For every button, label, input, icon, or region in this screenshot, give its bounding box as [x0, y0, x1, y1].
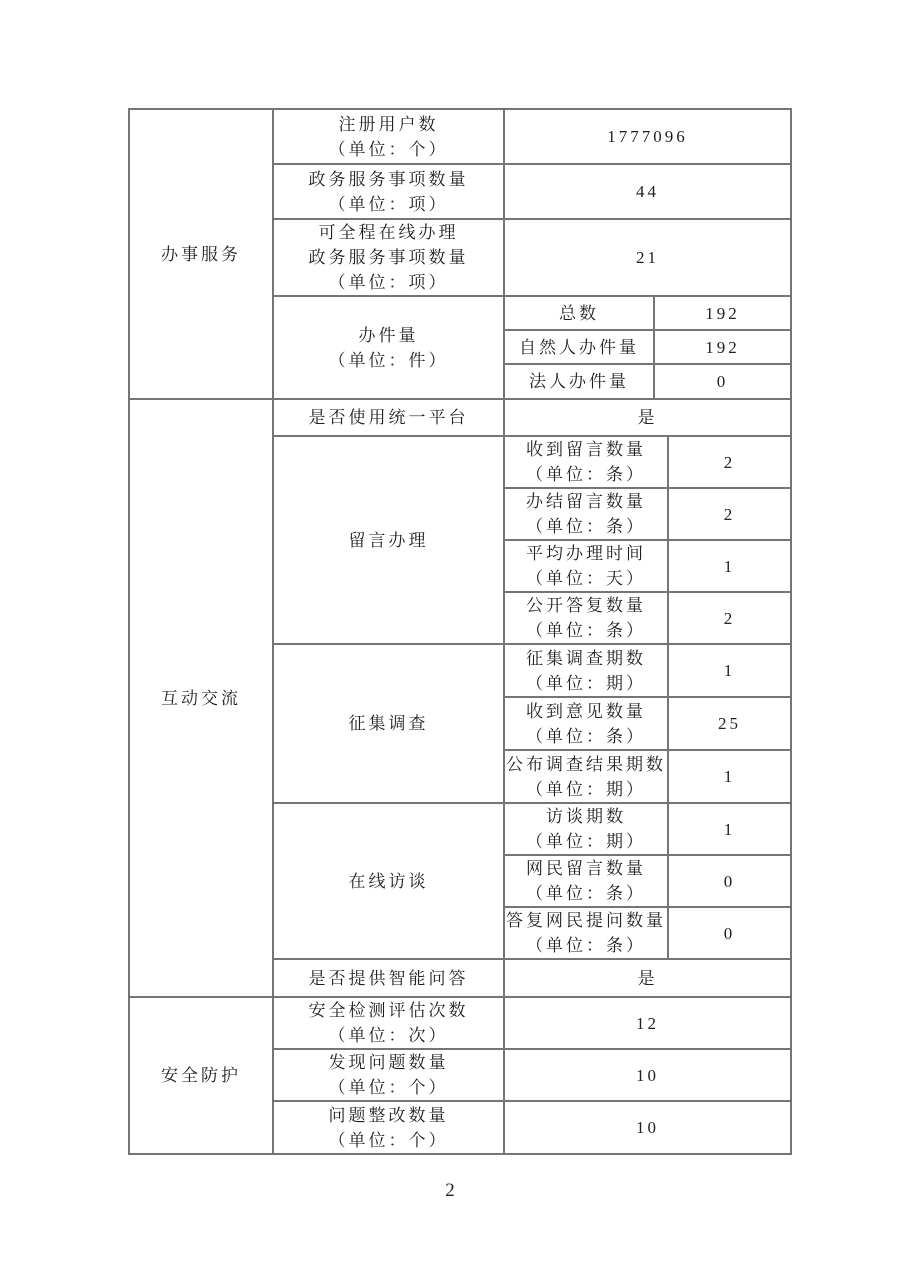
category-cell-security	[129, 997, 273, 1154]
item-cell-unified-platform: 是否使用统一平台	[273, 399, 504, 436]
value-cell: 192	[654, 330, 791, 364]
subitem-unit: （单位：期）	[526, 779, 646, 799]
subitem-cell-questions-answered	[504, 907, 668, 959]
item-label: 发现问题数量	[328, 1053, 449, 1072]
subitem-unit: （单位：条）	[526, 884, 646, 903]
value-cell: 1777096	[504, 109, 791, 164]
item-cell-gov-service-items	[273, 164, 504, 219]
table-row	[129, 399, 791, 436]
page-number: 2	[445, 1180, 455, 1201]
subitem-label: 公布调查结果期数	[506, 754, 666, 774]
item-label-line2: 政务服务事项数量	[308, 248, 469, 267]
subitem-cell-public-replies	[504, 592, 668, 644]
category-label: 安全防护	[161, 1066, 241, 1085]
item-cell-registered-users	[273, 109, 504, 164]
item-unit: （单位：个）	[328, 1078, 449, 1097]
subitem-cell-interview-periods	[504, 803, 668, 855]
subitem-label: 收到意见数量	[526, 701, 646, 721]
subitem-cell-survey-periods	[504, 644, 668, 697]
table-row	[129, 997, 791, 1049]
value-cell: 2	[668, 436, 791, 488]
item-unit: （单位：项）	[328, 273, 449, 292]
item-unit: （单位：件）	[328, 350, 449, 370]
annual-report-table	[128, 108, 792, 1155]
item-label: 注册用户数	[338, 114, 439, 134]
subitem-label: 网民留言数量	[526, 859, 646, 878]
subitem-unit: （单位：期）	[526, 673, 646, 693]
subitem-label: 收到留言数量	[526, 440, 646, 459]
subitem-cell-legal-person: 法人办件量	[504, 364, 654, 399]
value-cell: 是	[504, 959, 791, 997]
item-cell-cases	[273, 296, 504, 399]
item-unit: （单位：次）	[328, 1026, 449, 1045]
value-cell: 1	[668, 644, 791, 697]
value-cell: 是	[504, 399, 791, 436]
subitem-label: 答复网民提问数量	[506, 911, 666, 930]
value-cell: 44	[504, 164, 791, 219]
item-label: 政务服务事项数量	[308, 169, 469, 189]
value-cell: 0	[668, 855, 791, 907]
subitem-cell-messages-completed	[504, 488, 668, 540]
category-cell-interaction	[129, 399, 273, 997]
subitem-cell-total: 总数	[504, 296, 654, 330]
value-cell: 12	[504, 997, 791, 1049]
value-cell: 2	[668, 488, 791, 540]
subitem-unit: （单位：天）	[526, 569, 646, 588]
item-cell-problems-fixed	[273, 1101, 504, 1154]
subitem-cell-messages-received	[504, 436, 668, 488]
subitem-unit: （单位：期）	[526, 832, 646, 851]
category-label: 互动交流	[161, 688, 241, 708]
item-label: 问题整改数量	[328, 1105, 449, 1125]
table-row	[129, 109, 791, 164]
subitem-label: 办结留言数量	[526, 492, 646, 511]
item-cell-interviews: 在线访谈	[273, 803, 504, 959]
subitem-label: 征集调查期数	[526, 648, 646, 668]
category-label: 办事服务	[161, 244, 241, 264]
item-cell-problems-found	[273, 1049, 504, 1101]
value-cell: 0	[668, 907, 791, 959]
subitem-unit: （单位：条）	[526, 465, 646, 484]
item-label-line1: 可全程在线办理	[318, 223, 459, 242]
item-unit: （单位：个）	[328, 139, 449, 159]
item-unit: （单位：项）	[328, 194, 449, 214]
subitem-cell-natural-person: 自然人办件量	[504, 330, 654, 364]
value-cell: 10	[504, 1049, 791, 1101]
subitem-unit: （单位：条）	[526, 621, 646, 640]
value-cell: 1	[668, 750, 791, 803]
subitem-cell-avg-handling-time	[504, 540, 668, 592]
subitem-cell-netizen-messages	[504, 855, 668, 907]
value-cell: 1	[668, 540, 791, 592]
item-cell-online-full-process	[273, 219, 504, 296]
item-cell-surveys: 征集调查	[273, 644, 504, 803]
item-label: 安全检测评估次数	[308, 1001, 469, 1020]
item-label: 办件量	[358, 325, 419, 345]
item-cell-assessments	[273, 997, 504, 1049]
subitem-label: 平均办理时间	[526, 544, 646, 563]
value-cell: 0	[654, 364, 791, 399]
subitem-cell-opinions-received	[504, 697, 668, 750]
category-cell-service	[129, 109, 273, 399]
value-cell: 1	[668, 803, 791, 855]
value-cell: 10	[504, 1101, 791, 1154]
value-cell: 25	[668, 697, 791, 750]
item-unit: （单位：个）	[328, 1130, 449, 1150]
item-cell-smart-qa: 是否提供智能问答	[273, 959, 504, 997]
subitem-unit: （单位：条）	[526, 726, 646, 746]
value-cell: 192	[654, 296, 791, 330]
item-cell-message-handling: 留言办理	[273, 436, 504, 644]
subitem-cell-results-published	[504, 750, 668, 803]
value-cell: 2	[668, 592, 791, 644]
subitem-label: 访谈期数	[546, 807, 626, 826]
subitem-unit: （单位：条）	[526, 936, 646, 955]
subitem-label: 公开答复数量	[526, 596, 646, 615]
value-cell: 21	[504, 219, 791, 296]
subitem-unit: （单位：条）	[526, 517, 646, 536]
